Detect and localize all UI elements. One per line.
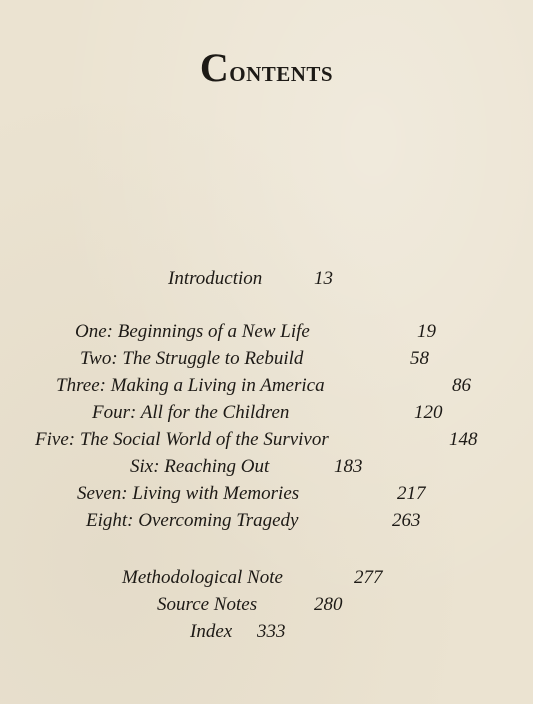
toc-label: Introduction [168,268,263,289]
toc-page: 86 [452,375,471,396]
toc-entry-source-notes [157,594,343,616]
toc-entry-chapter-one [75,321,436,343]
toc-page: 277 [354,567,383,588]
toc-label: Two: The Struggle to Rebuild [80,348,304,369]
toc-label: Three: Making a Living in America [56,375,325,396]
toc-entry-introduction [168,268,333,290]
toc-page: 120 [414,402,443,423]
toc-page: 148 [449,429,478,450]
toc-entry-chapter-seven [77,483,426,505]
toc-entry-chapter-two [80,348,429,370]
toc-page: 13 [314,268,333,289]
toc-label: Five: The Social World of the Survivor [35,429,329,450]
toc-page: 217 [397,483,426,504]
toc-label: One: Beginnings of a New Life [75,321,310,342]
toc-entry-chapter-four [92,402,443,424]
toc-entry-chapter-three [56,375,471,397]
title-rest: ontents [229,55,334,88]
toc-entry-chapter-eight [86,510,421,532]
toc-page: 333 [257,621,286,642]
toc-label: Six: Reaching Out [130,456,270,477]
page-title [0,44,533,91]
toc-page: 263 [392,510,421,531]
toc-entry-index [190,621,286,643]
title-initial: C [199,45,230,90]
toc-label: Methodological Note [122,567,283,588]
toc-entry-chapter-six [130,456,363,478]
toc-page: 280 [314,594,343,615]
toc-label: Four: All for the Children [92,402,290,423]
toc-page: 58 [410,348,429,369]
toc-label: Seven: Living with Memories [77,483,300,504]
toc-label: Eight: Overcoming Tragedy [86,510,299,531]
toc-label: Source Notes [157,594,258,615]
toc-page: 183 [334,456,363,477]
toc-entry-methodological-note [122,567,383,589]
toc-page: 19 [417,321,436,342]
toc-entry-chapter-five [35,429,478,451]
toc-label: Index [190,621,233,642]
